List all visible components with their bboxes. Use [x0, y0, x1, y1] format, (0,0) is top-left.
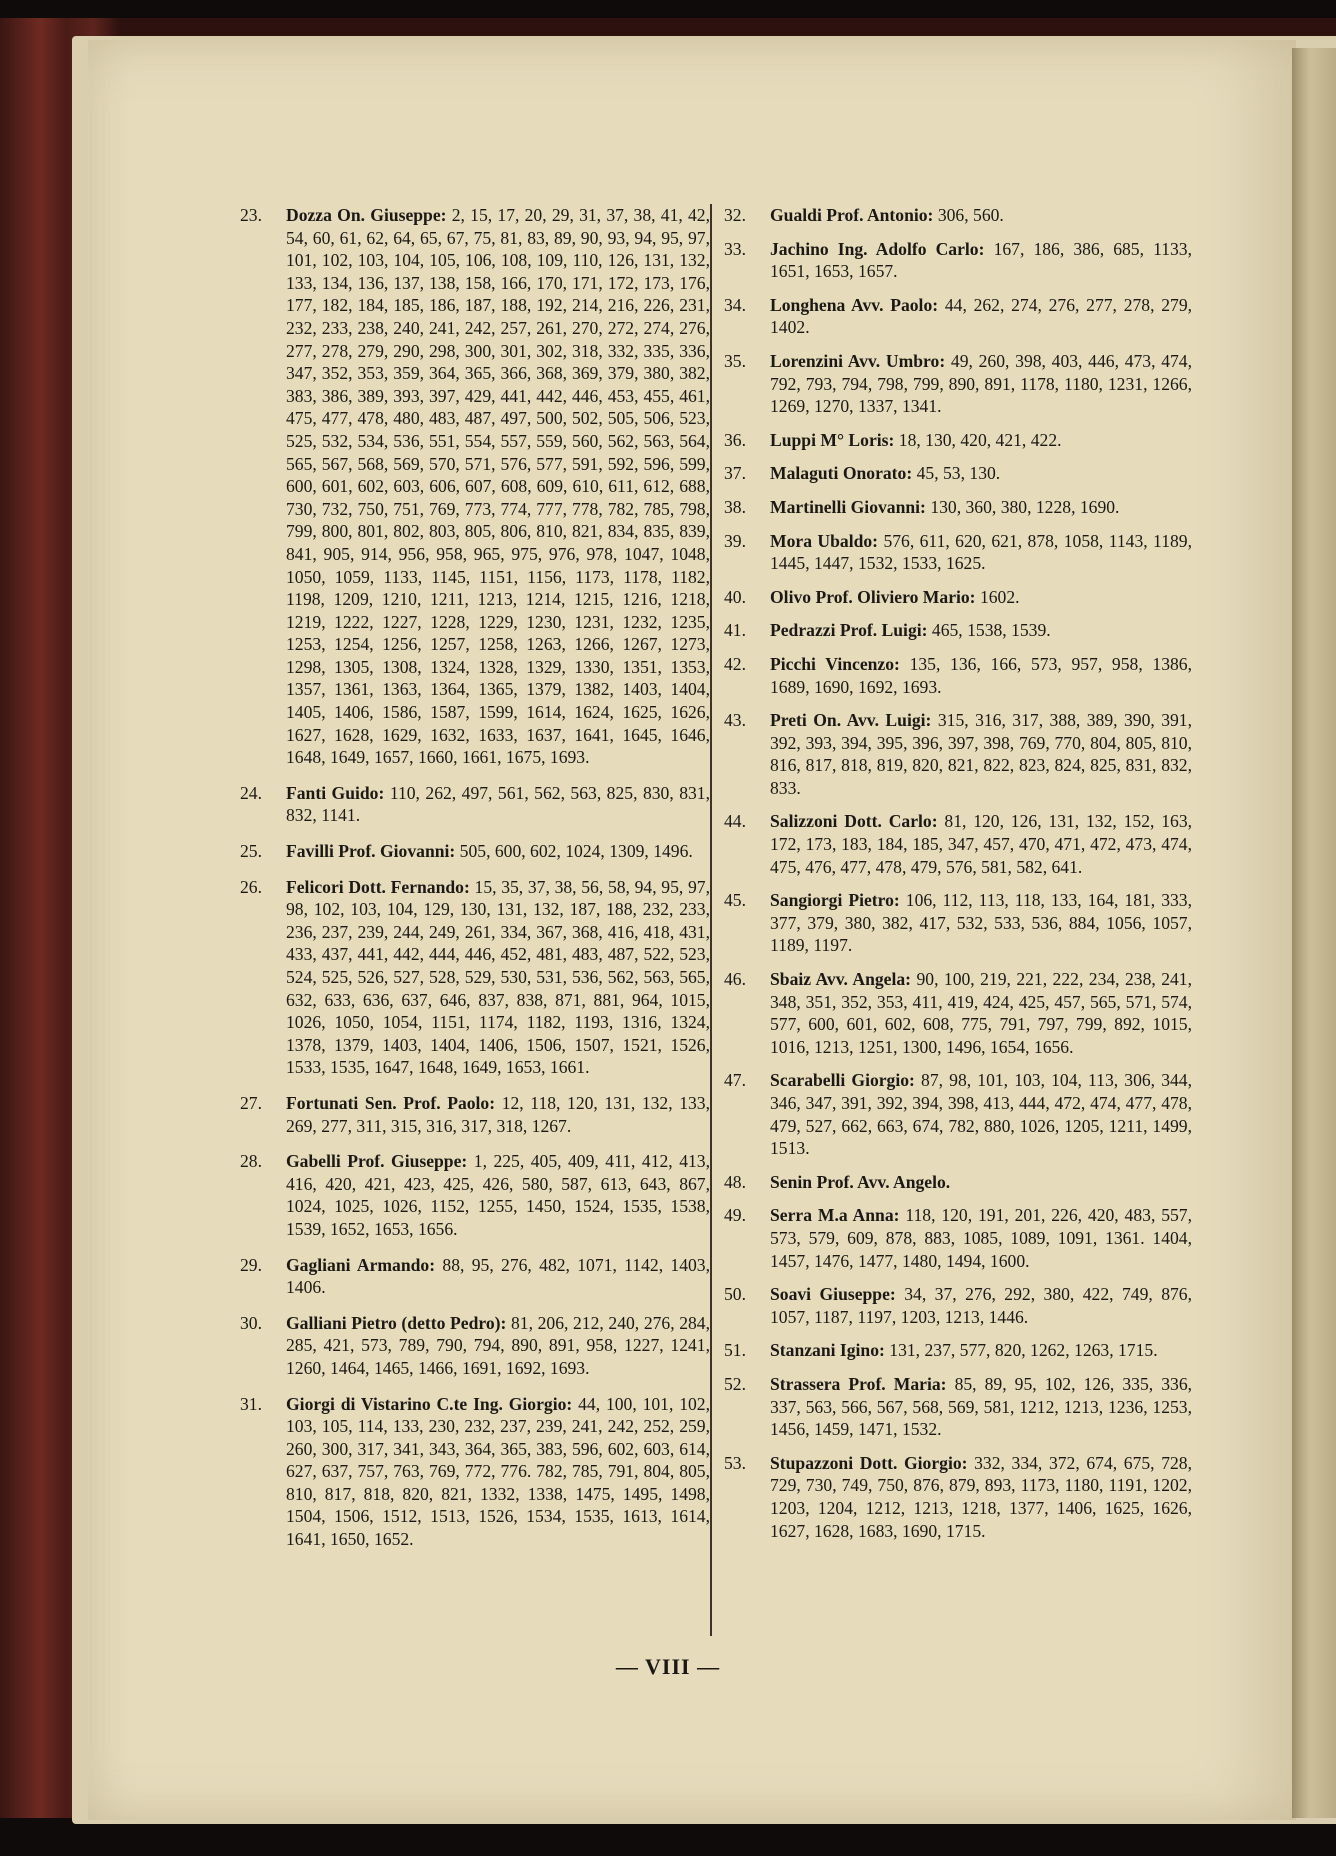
index-entry: [240, 1254, 710, 1299]
entry-name: Fanti Guido:: [286, 782, 385, 803]
entry-number: 51.: [724, 1340, 746, 1361]
entry-page-refs: 167, 186, 386, 685, 1133, 1651, 1653, 1657.: [770, 238, 1192, 282]
entry-name: Senin Prof. Avv. Angelo.: [770, 1171, 951, 1192]
entry-page-refs: 44, 100, 101, 102, 103, 105, 114, 133, 230, 232, 237, 239, 241, 242, 252, 259, 260, 300, 317, 341, 343, 364, 365, 383, 596, 602, 603, 614, 627, 637, 757, 763, 769, 772, 776. 782, 785, 791, 804, 805, 810, 817, 818, 820, 821, 1332, 1338, 1475, 1495, 1498, 1504, 1506, 1512, 1513, 1526, 1534, 1535, 1613, 1614, 1641, 1650, 1652.: [286, 1393, 710, 1550]
entry-page-refs: 85, 89, 95, 102, 126, 335, 336, 337, 563, 566, 567, 568, 569, 581, 1212, 1213, 1236, 1253, 1456, 1459, 1471, 1532.: [770, 1373, 1193, 1440]
index-entry: [724, 429, 1192, 452]
entry-name: Jachino Ing. Adolfo Carlo:: [770, 238, 985, 259]
entry-name: Soavi Giuseppe:: [770, 1284, 896, 1305]
entry-page-refs: 81, 206, 212, 240, 276, 284, 285, 421, 573, 789, 790, 794, 890, 891, 958, 1227, 1241, 1260, 1464, 1465, 1466, 1691, 1692, 1693.: [286, 1312, 711, 1378]
entry-page-refs: 49, 260, 398, 403, 446, 473, 474, 792, 793, 794, 798, 799, 890, 891, 1178, 1180, 1231, 1266, 1269, 1270, 1337, 1341.: [770, 350, 1192, 417]
entry-number: 33.: [724, 238, 746, 259]
entry-name: Gagliani Armando:: [286, 1254, 436, 1275]
entry-number: 23.: [240, 205, 262, 225]
entry-number: 53.: [724, 1452, 746, 1473]
entry-page-refs: 44, 262, 274, 276, 277, 278, 279, 1402.: [770, 294, 1193, 338]
entry-name: Fortunati Sen. Prof. Paolo:: [286, 1092, 496, 1113]
entry-page-refs: 315, 316, 317, 388, 389, 390, 391, 392, 393, 394, 395, 396, 397, 398, 769, 770, 804, 805, 810, 816, 817, 818, 819, 820, 821, 822, 823, 824, 825, 831, 832, 833.: [770, 710, 1193, 798]
index-entry: [724, 1069, 1192, 1159]
index-entry: [240, 1393, 710, 1551]
entry-name: Salizzoni Dott. Carlo:: [770, 811, 938, 832]
entry-page-refs: 1, 225, 405, 409, 411, 412, 413, 416, 420, 421, 423, 425, 426, 580, 587, 613, 643, 867, 1024, 1025, 1026, 1152, 1255, 1450, 1524, 1535, 1538, 1539, 1652, 1653, 1656.: [286, 1151, 710, 1239]
index-entry: [724, 889, 1192, 957]
entry-number: 28.: [240, 1151, 262, 1172]
entry-number: 42.: [724, 653, 746, 674]
entry-page-refs: 45, 53, 130.: [916, 463, 1001, 484]
entry-page-refs: 576, 611, 620, 621, 878, 1058, 1143, 1189, 1445, 1447, 1532, 1533, 1625.: [770, 530, 1192, 574]
entry-number: 43.: [724, 710, 746, 731]
index-entry: [724, 1171, 1192, 1194]
entry-name: Pedrazzi Prof. Luigi:: [770, 620, 928, 641]
entry-name: Mora Ubaldo:: [770, 530, 879, 551]
entry-name: Strassera Prof. Maria:: [770, 1373, 947, 1394]
entry-number: 45.: [724, 890, 746, 911]
entry-page-refs: 332, 334, 372, 674, 675, 728, 729, 730, 749, 750, 876, 879, 893, 1173, 1180, 1191, 1202, 1203, 1204, 1212, 1213, 1218, 1377, 1406, 1625, 1626, 1627, 1628, 1683, 1690, 1715.: [770, 1452, 1192, 1541]
index-column-left: [240, 204, 710, 1551]
entry-number: 25.: [240, 841, 262, 862]
index-entry: [724, 653, 1192, 698]
entry-page-refs: 90, 100, 219, 221, 222, 234, 238, 241, 348, 351, 352, 353, 411, 419, 424, 425, 457, 565, 571, 574, 577, 600, 601, 602, 608, 775, 791, 797, 799, 892, 1015, 1016, 1213, 1251, 1300, 1496, 1654, 1656.: [770, 969, 1192, 1057]
index-entry: [724, 530, 1192, 575]
index-entry: [724, 350, 1192, 418]
entry-name: Gabelli Prof. Giuseppe:: [286, 1151, 468, 1172]
index-entry: [240, 840, 710, 863]
entry-name: Luppi M° Loris:: [770, 429, 895, 450]
entry-name: Preti On. Avv. Luigi:: [770, 710, 932, 731]
entry-number: 36.: [724, 429, 746, 450]
index-entry: [724, 619, 1192, 642]
index-entry: [724, 204, 1192, 227]
entry-page-refs: 465, 1538, 1539.: [931, 620, 1051, 641]
entry-name: Favilli Prof. Giovanni:: [286, 841, 456, 862]
index-column-right: [724, 204, 1192, 1542]
entry-number: 49.: [724, 1205, 746, 1226]
index-entry: [240, 1312, 710, 1380]
index-entry: [724, 238, 1192, 283]
index-entry: [724, 1204, 1192, 1272]
index-entry: [724, 709, 1192, 799]
entry-number: 37.: [724, 463, 746, 484]
entry-page-refs: 2, 15, 17, 20, 29, 31, 37, 38, 41, 42, 54, 60, 61, 62, 64, 65, 67, 75, 81, 83, 89, 90, 93, 94, 95, 97, 101, 102, 103, 104, 105, 106, 108, 109, 110, 126, 131, 132, 133, 134, 136, 137, 138, 158, 166, 170, 171, 172, 173, 176, 177, 182, 184, 185, 186, 187, 188, 192, 214, 216, 226, 231, 232, 233, 238, 240, 241, 242, 257, 261, 270, 272, 274, 276, 277, 278, 279, 290, 298, 300, 301, 302, 318, 332, 335, 336, 347, 352, 353, 359, 364, 365, 366, 368, 369, 379, 380, 382, 383, 386, 389, 393, 397, 429, 441, 442, 446, 453, 455, 461, 475, 477, 478, 480, 483, 487, 497, 500, 502, 505, 506, 523, 525, 532, 534, 536, 551, 554, 557, 559, 560, 562, 563, 564, 565, 567, 568, 569, 570, 571, 576, 577, 591, 592, 596, 599, 600, 601, 602, 603, 606, 607, 608, 609, 610, 611, 612, 688, 730, 732, 750, 751, 769, 773, 774, 777, 778, 782, 785, 798, 799, 800, 801, 802, 803, 805, 806, 810, 821, 834, 835, 839, 841, 905, 914, 956, 958, 965, 975, 976, 978, 1047, 1048, 1050, 1059, 1133, 1145, 1151, 1156, 1173, 1178, 1182, 1198, 1209, 1210, 1211, 1213, 1214, 1215, 1216, 1218, 1219, 1222, 1227, 1228, 1229, 1230, 1231, 1232, 1235, 1253, 1254, 1256, 1257, 1258, 1263, 1266, 1267, 1273, 1298, 1305, 1308, 1324, 1328, 1329, 1330, 1351, 1353, 1357, 1361, 1363, 1364, 1365, 1379, 1382, 1403, 1404, 1405, 1406, 1586, 1587, 1599, 1614, 1624, 1625, 1626, 1627, 1628, 1629, 1632, 1633, 1637, 1641, 1645, 1646, 1648, 1649, 1657, 1660, 1661, 1675, 1693.: [286, 205, 710, 768]
index-entry: [724, 1339, 1192, 1362]
entry-number: 44.: [724, 811, 746, 832]
index-entry: [724, 968, 1192, 1058]
index-entry: [240, 1150, 710, 1240]
entry-name: Galliani Pietro (detto Pedro):: [286, 1312, 507, 1333]
entry-page-refs: 34, 37, 276, 292, 380, 422, 749, 876, 1057, 1187, 1197, 1203, 1213, 1446.: [770, 1284, 1193, 1327]
entry-number: 38.: [724, 496, 746, 517]
entry-page-refs: 18, 130, 420, 421, 422.: [898, 429, 1062, 450]
entry-name: Stupazzoni Dott. Giorgio:: [770, 1452, 968, 1473]
index-entry: [724, 810, 1192, 878]
entry-page-refs: 135, 136, 166, 573, 957, 958, 1386, 1689, 1690, 1692, 1693.: [770, 653, 1192, 697]
entry-page-refs: 505, 600, 602, 1024, 1309, 1496.: [459, 841, 693, 862]
index-entry: [240, 204, 710, 769]
entry-name: Sbaiz Avv. Angela:: [770, 969, 912, 990]
entry-page-refs: 306, 560.: [937, 205, 1004, 225]
index-entry: [724, 586, 1192, 609]
index-entry: [240, 1092, 710, 1137]
index-entry: [240, 782, 710, 827]
entry-page-refs: 130, 360, 380, 1228, 1690.: [930, 496, 1120, 517]
entry-number: 26.: [240, 876, 262, 897]
page-number: — VIII —: [615, 1654, 721, 1679]
index-entry: [724, 1452, 1192, 1542]
entry-name: Scarabelli Giorgio:: [770, 1070, 915, 1091]
entry-number: 41.: [724, 620, 746, 641]
entry-name: Lorenzini Avv. Umbro:: [770, 350, 946, 371]
entry-number: 34.: [724, 294, 746, 315]
entry-page-refs: 12, 118, 120, 131, 132, 133, 269, 277, 311, 315, 316, 317, 318, 1267.: [286, 1092, 710, 1136]
index-entry: [724, 1283, 1192, 1328]
entry-name: Longhena Avv. Paolo:: [770, 294, 939, 315]
entry-name: Stanzani Igino:: [770, 1340, 885, 1361]
entry-page-refs: 106, 112, 113, 118, 133, 164, 181, 333, 377, 379, 380, 382, 417, 532, 533, 536, 884, 1056, 1057, 1189, 1197.: [770, 890, 1192, 956]
entry-name: Olivo Prof. Oliviero Mario:: [770, 586, 976, 607]
entry-number: 40.: [724, 586, 746, 607]
entry-number: 47.: [724, 1070, 746, 1091]
entry-number: 48.: [724, 1171, 746, 1192]
entry-number: 35.: [724, 350, 746, 371]
entry-name: Serra M.a Anna:: [770, 1205, 900, 1226]
entry-page-refs: 110, 262, 497, 561, 562, 563, 825, 830, 831, 832, 1141.: [286, 782, 710, 826]
entry-page-refs: 15, 35, 37, 38, 56, 58, 94, 95, 97, 98, 102, 103, 104, 129, 130, 131, 132, 187, 188, 232, 233, 236, 237, 239, 244, 249, 261, 334, 367, 368, 416, 418, 431, 433, 437, 441, 442, 444, 446, 452, 481, 483, 487, 522, 523, 524, 525, 526, 527, 528, 529, 530, 531, 536, 562, 563, 565, 632, 633, 636, 637, 646, 837, 838, 871, 881, 964, 1015, 1026, 1050, 1054, 1151, 1174, 1182, 1193, 1316, 1324, 1378, 1379, 1403, 1404, 1406, 1506, 1507, 1521, 1526, 1533, 1535, 1647, 1648, 1649, 1653, 1661.: [286, 876, 710, 1078]
entry-page-refs: 1602.: [979, 586, 1020, 607]
entry-number: 29.: [240, 1254, 262, 1275]
entry-number: 52.: [724, 1373, 746, 1394]
index-entry: [724, 462, 1192, 485]
column-divider: [710, 204, 712, 1636]
entry-name: Sangiorgi Pietro:: [770, 890, 900, 911]
entry-name: Malaguti Onorato:: [770, 463, 913, 484]
entry-name: Picchi Vincenzo:: [770, 653, 900, 674]
entry-page-refs: 131, 237, 577, 820, 1262, 1263, 1715.: [889, 1340, 1158, 1361]
entry-page-refs: 88, 95, 276, 482, 1071, 1142, 1403, 1406.: [286, 1254, 710, 1298]
index-entry: [724, 294, 1192, 339]
index-entry: [724, 1373, 1192, 1441]
entry-name: Martinelli Giovanni:: [770, 496, 926, 517]
entry-page-refs: 87, 98, 101, 103, 104, 113, 306, 344, 346, 347, 391, 392, 394, 398, 413, 444, 472, 474, 477, 478, 479, 527, 662, 663, 674, 782, 880, 1026, 1205, 1211, 1499, 1513.: [770, 1070, 1192, 1159]
index-entry: [724, 496, 1192, 519]
entry-number: 24.: [240, 782, 262, 803]
entry-number: 46.: [724, 969, 746, 990]
entry-name: Dozza On. Giuseppe:: [286, 205, 447, 225]
entry-number: 39.: [724, 530, 746, 551]
entry-name: Felicori Dott. Fernando:: [286, 876, 470, 897]
entry-number: 27.: [240, 1092, 262, 1113]
page-edge: [1292, 48, 1336, 1818]
entry-number: 31.: [240, 1393, 262, 1414]
entry-name: Gualdi Prof. Antonio:: [770, 205, 934, 225]
entry-number: 30.: [240, 1312, 262, 1333]
entry-name: Giorgi di Vistarino C.te Ing. Giorgio:: [286, 1393, 573, 1414]
entry-page-refs: 81, 120, 126, 131, 132, 152, 163, 172, 173, 183, 184, 185, 347, 457, 470, 471, 472, 473, 474, 475, 476, 477, 478, 479, 576, 581, 582, 641.: [770, 811, 1193, 877]
entry-number: 50.: [724, 1284, 746, 1305]
entry-page-refs: 118, 120, 191, 201, 226, 420, 483, 557, 573, 579, 609, 878, 883, 1085, 1089, 1091, 1361. 1404, 1457, 1476, 1477, 1480, 1494, 1600.: [770, 1205, 1192, 1271]
index-entry: [240, 876, 710, 1079]
entry-number: 32.: [724, 205, 746, 225]
